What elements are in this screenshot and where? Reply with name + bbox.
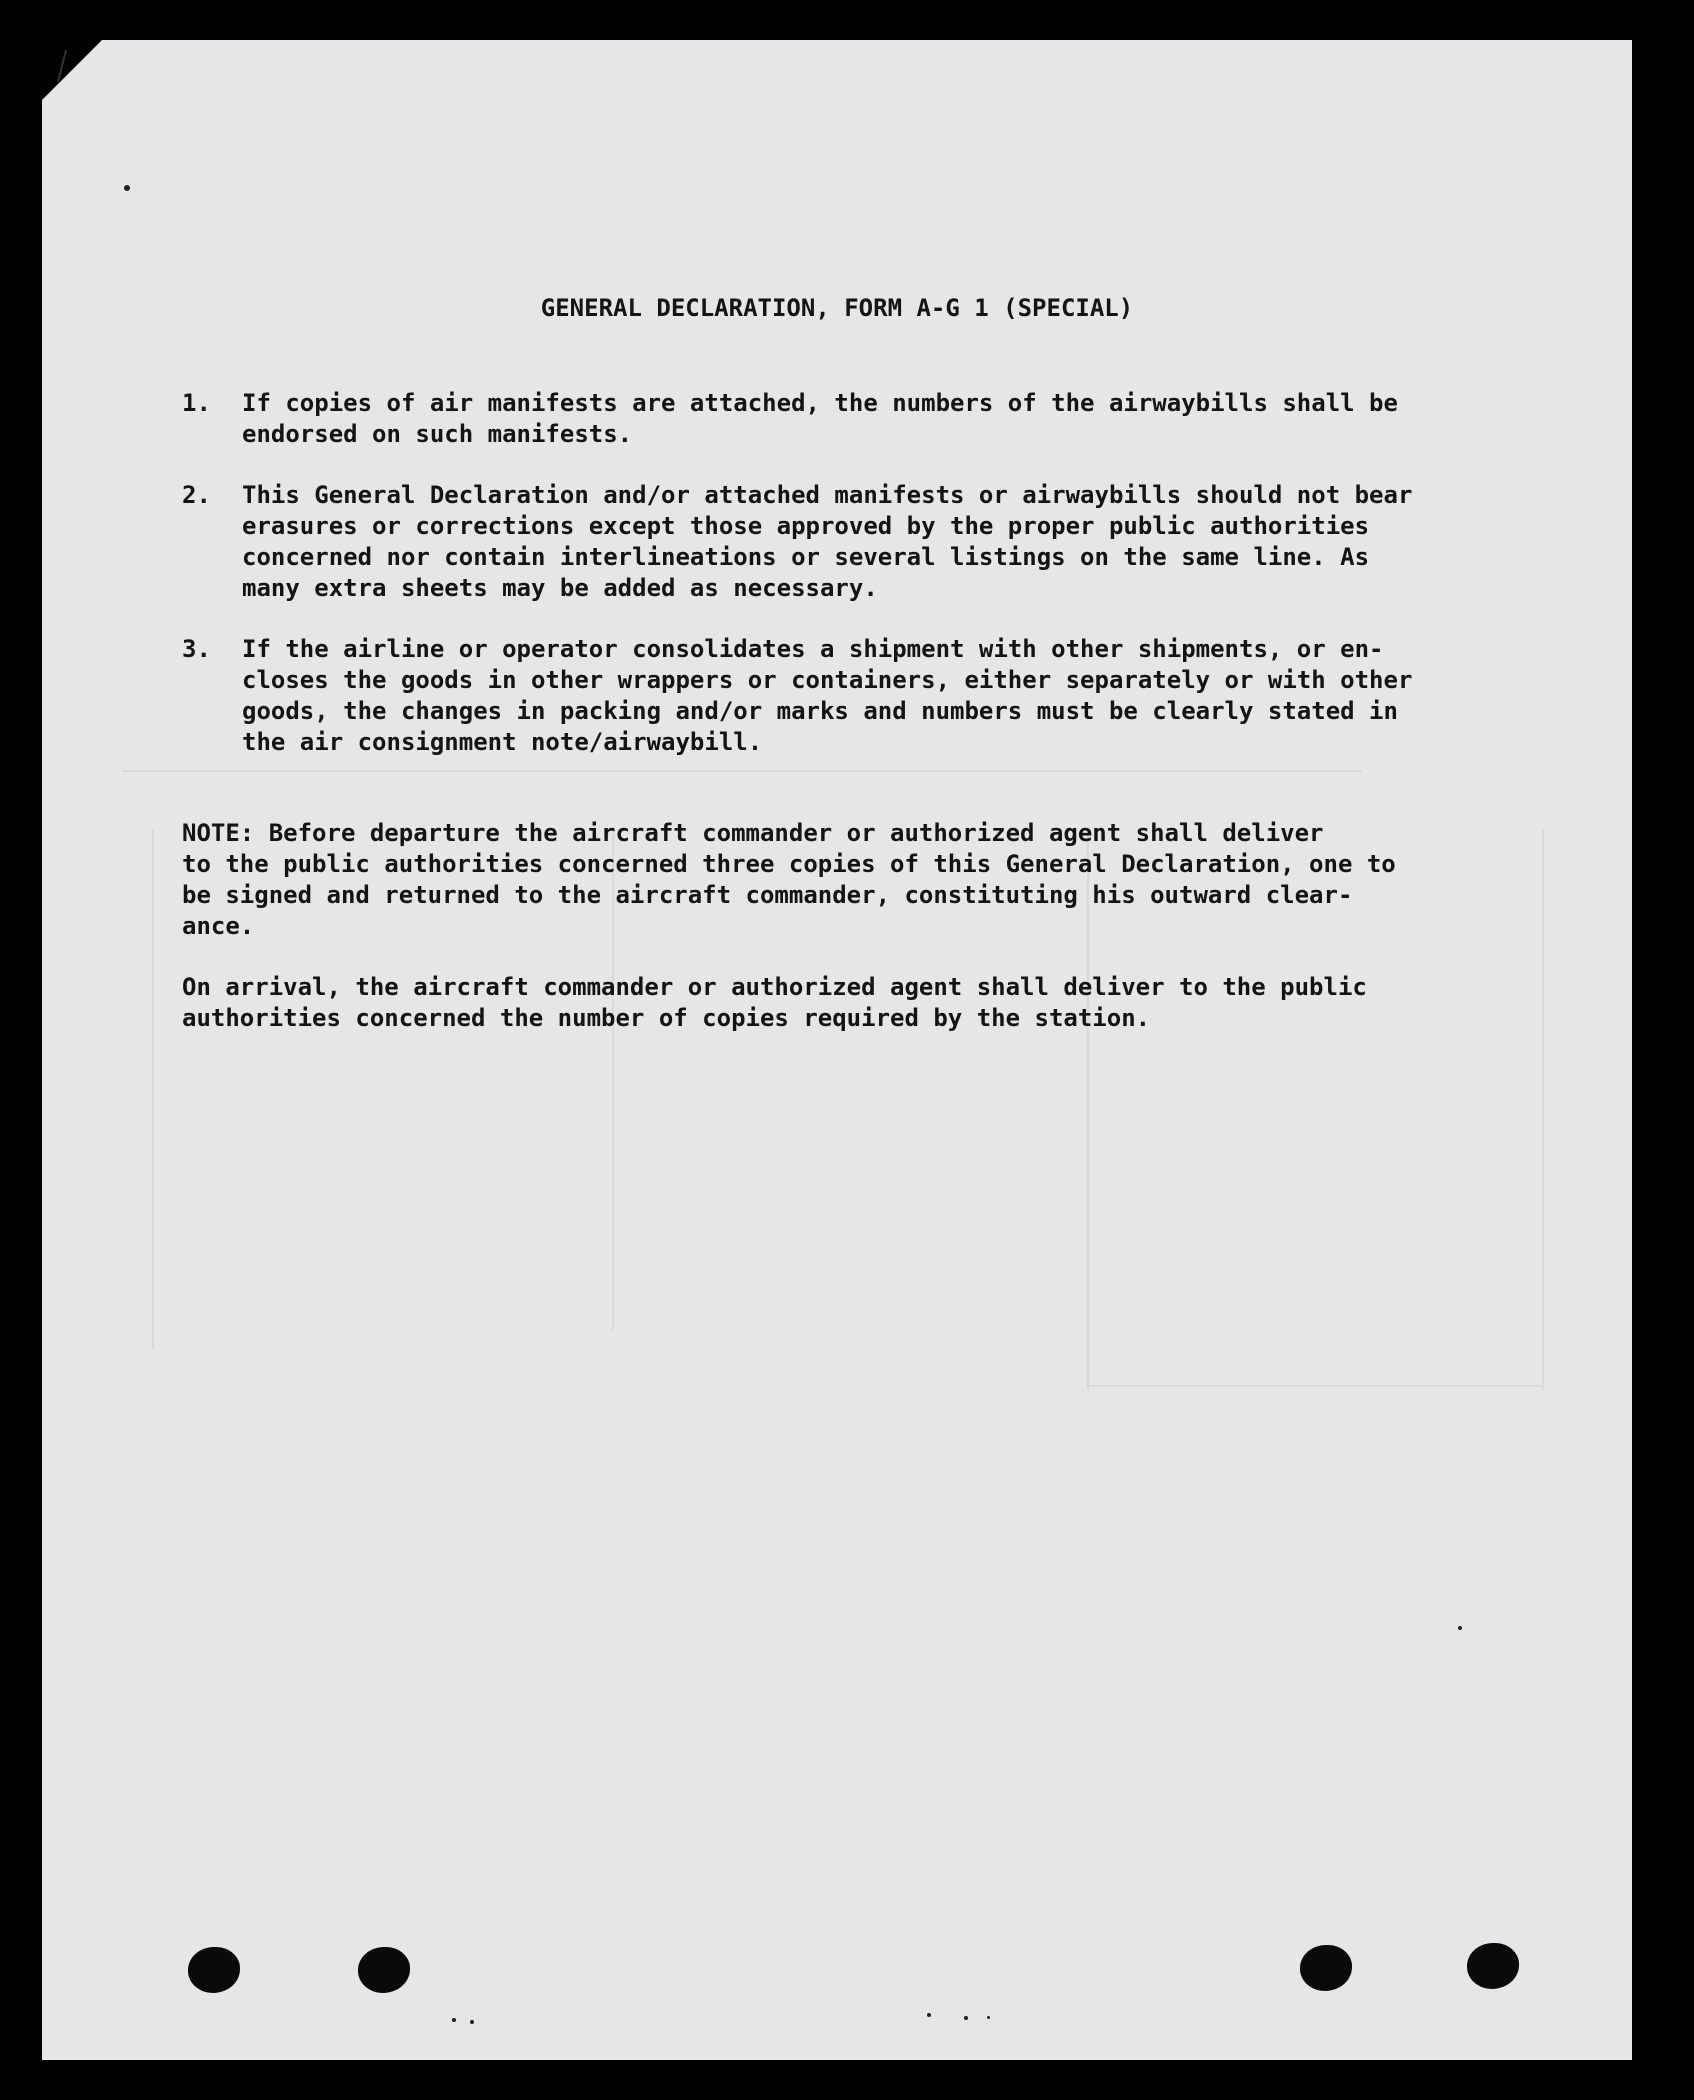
ink-speck [964, 2016, 968, 2020]
item-number: 2. [182, 481, 211, 509]
punch-hole [358, 1947, 410, 1993]
show-through-rule [1087, 1385, 1542, 1387]
show-through-rule [152, 830, 154, 1350]
folded-corner-mark [42, 40, 102, 100]
item-text: This General Declaration and/or attached manifests or airwaybills should not bear erasures or corrections except those approved by the proper public authorities concerned nor contain interlineations or several listings on the same line. As many extra sheets may be added as necessary. [242, 481, 1413, 602]
item-text: If the airline or operator consolidates a shipment with other shipments, or en- closes the goods in other wrappers or containers, either separately or with other goods, the changes in packing and/or marks and numbers must be clearly stated in the air consignment note/airwaybill. [242, 635, 1413, 756]
ink-speck [1458, 1626, 1462, 1630]
item-number: 1. [182, 389, 211, 417]
ink-speck [470, 2020, 474, 2024]
ink-speck [987, 2016, 990, 2019]
item-number: 3. [182, 635, 211, 663]
item-text: If copies of air manifests are attached, the numbers of the airwaybills shall be endorsed on such manifests. [242, 389, 1398, 448]
punch-hole [1467, 1943, 1519, 1989]
document-page [42, 40, 1632, 2060]
punch-hole [188, 1947, 240, 1993]
ink-speck [124, 185, 130, 191]
show-through-rule [1542, 830, 1544, 1390]
ink-speck [927, 2013, 931, 2017]
punch-hole [1300, 1945, 1352, 1991]
arrival-paragraph: On arrival, the aircraft commander or authorized agent shall deliver to the public authorities concerned the number of copies required by the station. [182, 973, 1367, 1032]
show-through-rule [122, 770, 1362, 772]
document-title: GENERAL DECLARATION, FORM A-G 1 (SPECIAL) [540, 294, 1134, 322]
ink-speck [452, 2018, 456, 2022]
note-paragraph: NOTE: Before departure the aircraft commander or authorized agent shall deliver to the public authorities concerned three copies of this General Declaration, one to be signed and returned to the aircraft commander, constituting his outward clear- ance. [182, 819, 1396, 940]
